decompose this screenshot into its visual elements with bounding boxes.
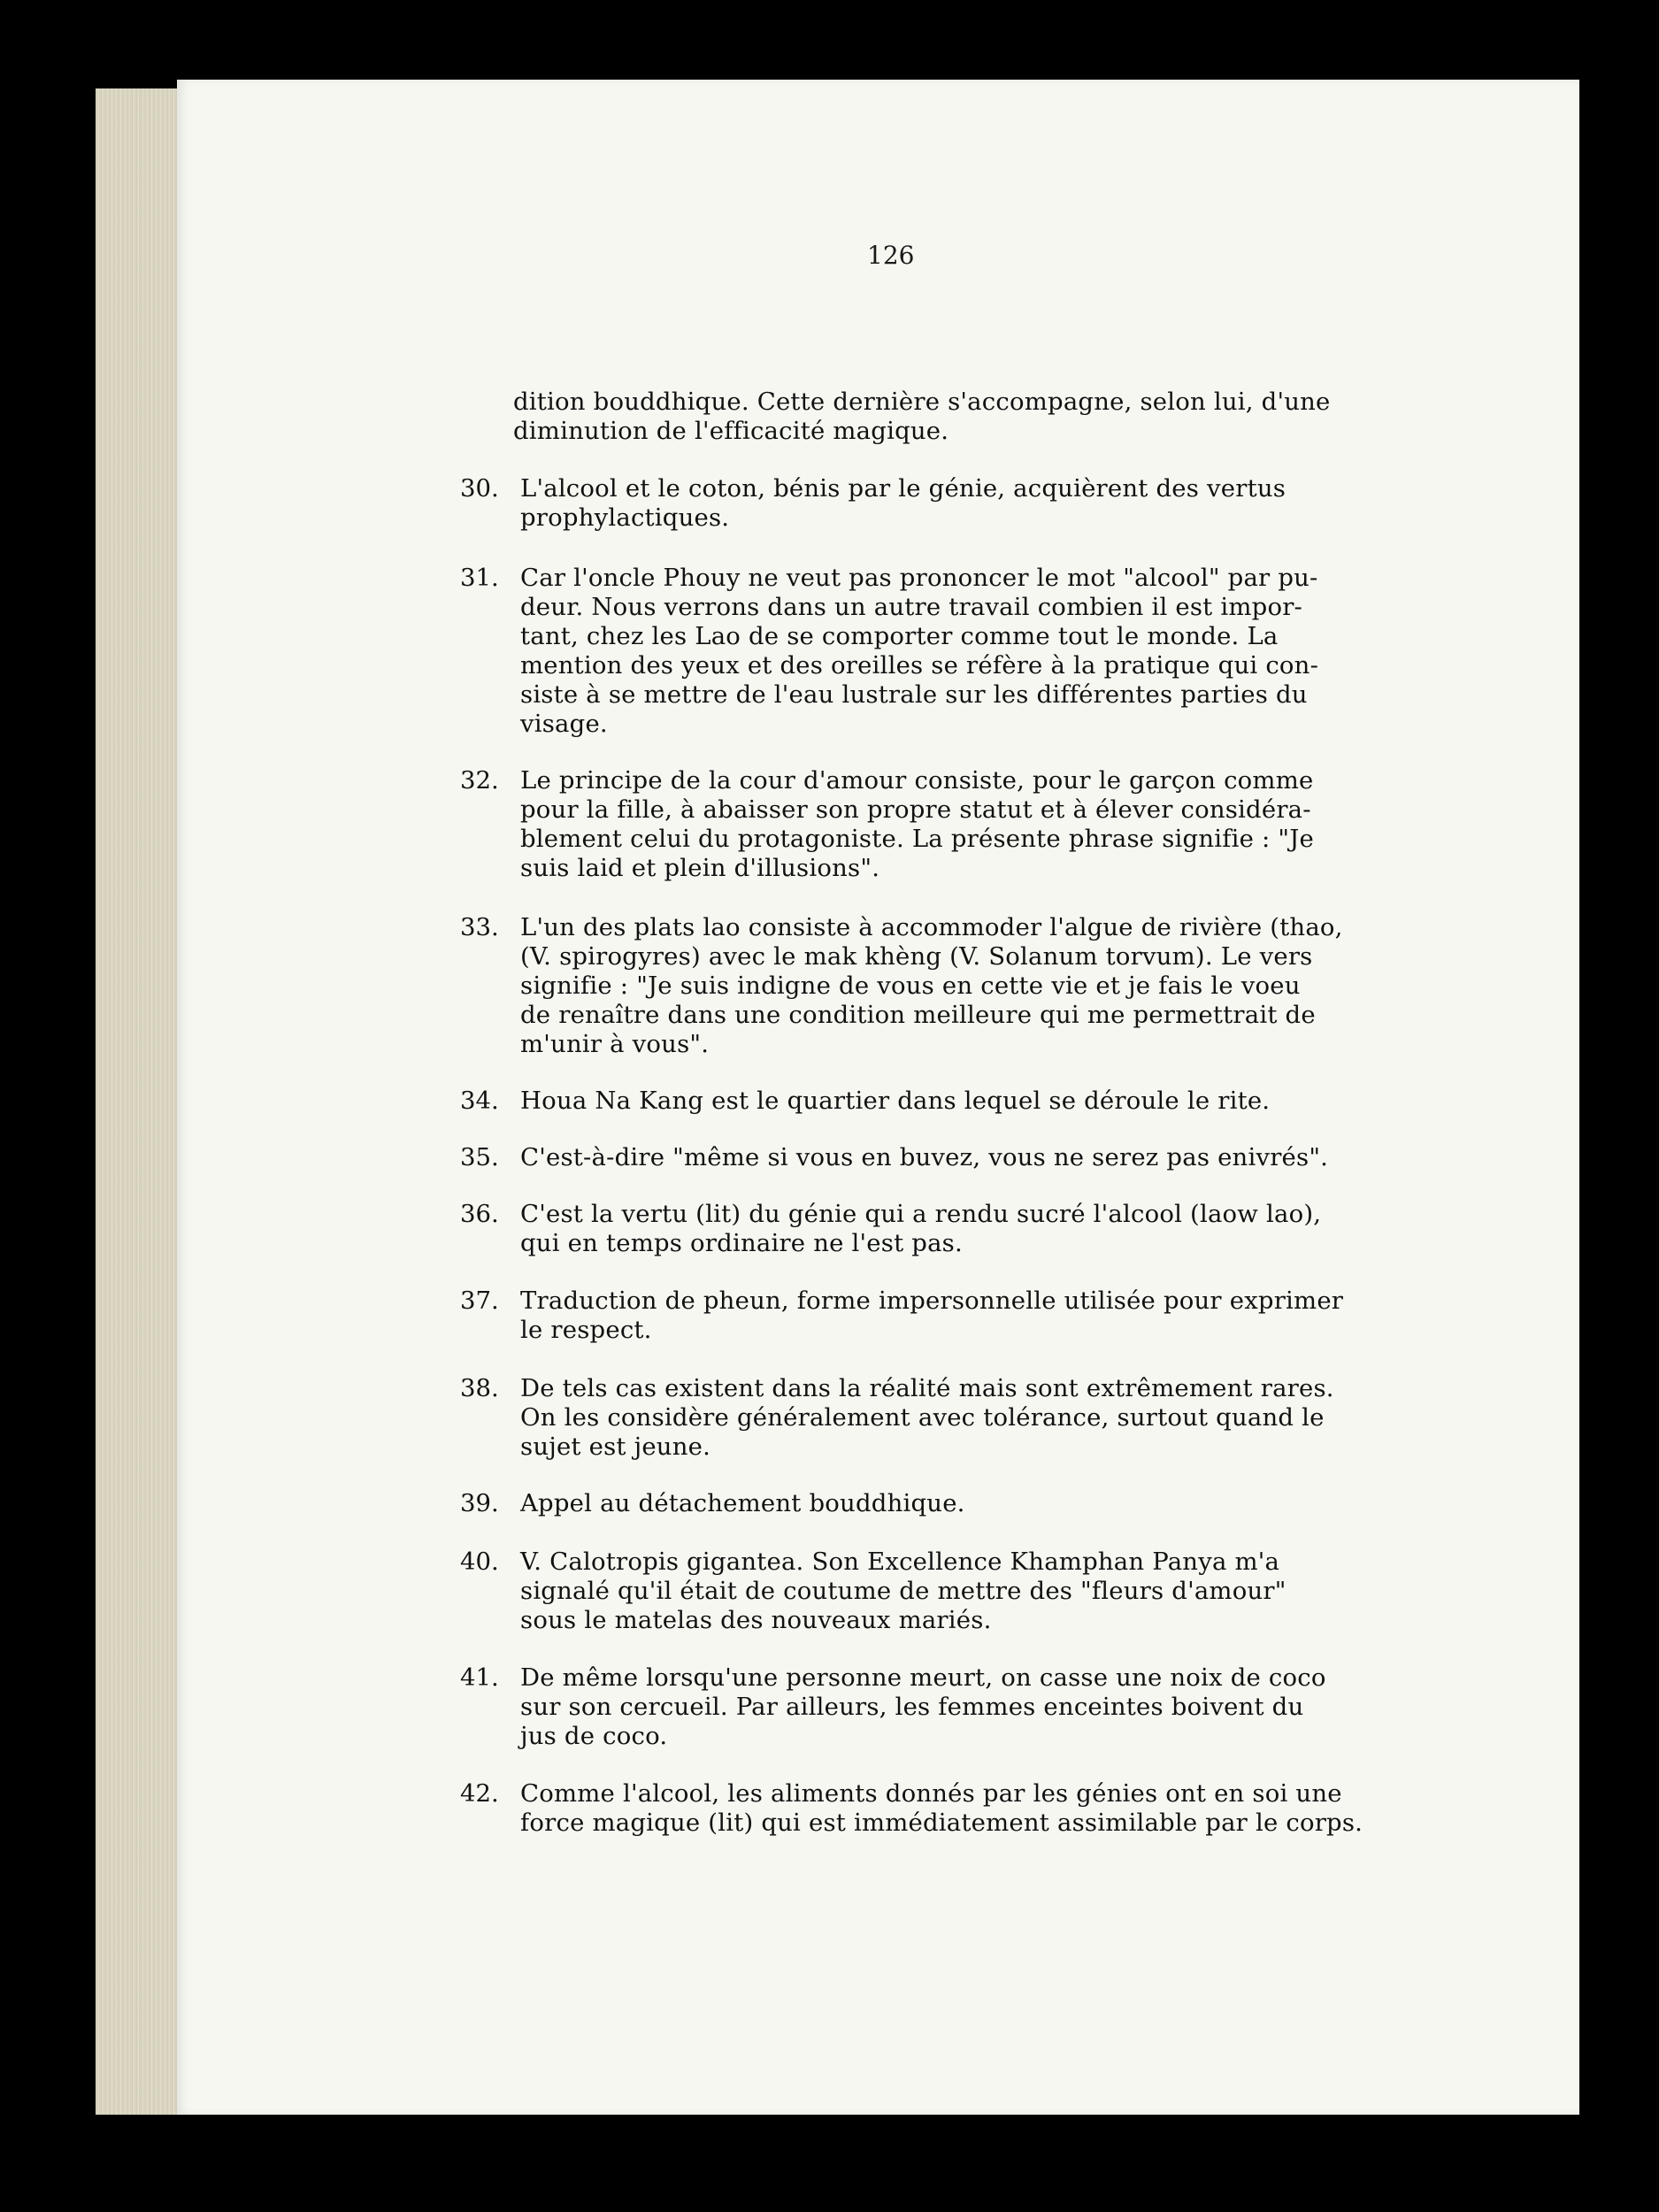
footnote-text-line: sur son cercueil. Par ailleurs, les femmes enceintes boivent du: [520, 1693, 1304, 1721]
footnote-text-line: siste à se mettre de l'eau lustrale sur les différentes parties du: [520, 680, 1308, 709]
footnote-text-line: V. Calotropis gigantea. Son Excellence Khamphan Panya m'a: [520, 1548, 1280, 1576]
footnote-number: 32.: [460, 766, 499, 795]
footnote-number: 33.: [460, 913, 499, 941]
footnote-text-line: C'est-à-dire "même si vous en buvez, vous ne serez pas enivrés".: [520, 1143, 1329, 1171]
footnote-text-line: sous le matelas des nouveaux mariés.: [520, 1606, 992, 1634]
footnote-text-line: L'un des plats lao consiste à accommoder l'algue de rivière (thao,: [520, 913, 1343, 941]
footnote-text-line: sujet est jeune.: [520, 1432, 711, 1461]
footnote-text-line: Appel au détachement bouddhique.: [520, 1489, 965, 1517]
footnote-text-line: mention des yeux et des oreilles se réfère à la pratique qui con-: [520, 651, 1319, 680]
footnote-text-line: de renaître dans une condition meilleure qui me permettrait de: [520, 1001, 1316, 1029]
footnote-text-line: qui en temps ordinaire ne l'est pas.: [520, 1229, 963, 1257]
footnote-number: 37.: [460, 1286, 499, 1315]
footnote-text-line: tant, chez les Lao de se comporter comme tout le monde. La: [520, 622, 1279, 650]
footnote-text-line: dition bouddhique. Cette dernière s'accompagne, selon lui, d'une: [513, 388, 1331, 416]
footnote-text-line: (V. spirogyres) avec le mak khèng (V. Solanum torvum). Le vers: [520, 942, 1313, 971]
footnote-text-line: pour la fille, à abaisser son propre statut et à élever considéra-: [520, 795, 1311, 824]
footnote-text-line: m'unir à vous".: [520, 1030, 710, 1058]
footnote-number: 39.: [460, 1489, 499, 1517]
footnote-number: 31.: [460, 564, 499, 592]
footnote-text-line: deur. Nous verrons dans un autre travail combien il est impor-: [520, 593, 1303, 621]
footnote-number: 38.: [460, 1374, 499, 1402]
footnote-text-line: diminution de l'efficacité magique.: [513, 417, 949, 445]
footnote-text-line: signifie : "Je suis indigne de vous en cette vie et je fais le voeu: [520, 972, 1301, 1000]
footnote-text-line: De même lorsqu'une personne meurt, on casse une noix de coco: [520, 1663, 1326, 1692]
footnote-text-line: jus de coco.: [520, 1722, 668, 1750]
footnote-number: 30.: [460, 474, 499, 503]
footnote-text-line: Le principe de la cour d'amour consiste, pour le garçon comme: [520, 766, 1314, 795]
footnote-text-line: C'est la vertu (lit) du génie qui a rendu sucré l'alcool (laow lao),: [520, 1200, 1322, 1228]
footnote-text-line: prophylactiques.: [520, 503, 730, 532]
footnote-text-line: L'alcool et le coton, bénis par le génie, acquièrent des vertus: [520, 474, 1286, 503]
footnote-text-line: Comme l'alcool, les aliments donnés par les génies ont en soi une: [520, 1779, 1342, 1808]
footnote-text-line: Traduction de pheun, forme impersonnelle utilisée pour exprimer: [520, 1286, 1344, 1315]
footnote-number: 34.: [460, 1087, 499, 1115]
footnote-text-line: Houa Na Kang est le quartier dans lequel se déroule le rite.: [520, 1087, 1271, 1115]
footnote-text-line: suis laid et plein d'illusions".: [520, 854, 880, 882]
footnote-number: 40.: [460, 1548, 499, 1576]
footnote-text-line: Car l'oncle Phouy ne veut pas prononcer le mot "alcool" par pu-: [520, 564, 1318, 592]
footnote-number: 36.: [460, 1200, 499, 1228]
page-number: 126: [867, 241, 915, 270]
footnote-number: 41.: [460, 1663, 499, 1692]
footnote-number: 42.: [460, 1779, 499, 1808]
footnote-text-line: blement celui du protagoniste. La présente phrase signifie : "Je: [520, 825, 1314, 853]
footnote-number: 35.: [460, 1143, 499, 1171]
footnote-text-line: visage.: [520, 710, 608, 738]
footnote-text-line: le respect.: [520, 1316, 652, 1344]
footnote-text-line: De tels cas existent dans la réalité mais sont extrêmement rares.: [520, 1374, 1334, 1402]
footnote-text-line: On les considère généralement avec tolérance, surtout quand le: [520, 1403, 1325, 1432]
footnote-text-line: force magique (lit) qui est immédiatement assimilable par le corps.: [520, 1809, 1363, 1837]
footnote-text-line: signalé qu'il était de coutume de mettre des "fleurs d'amour": [520, 1577, 1286, 1605]
